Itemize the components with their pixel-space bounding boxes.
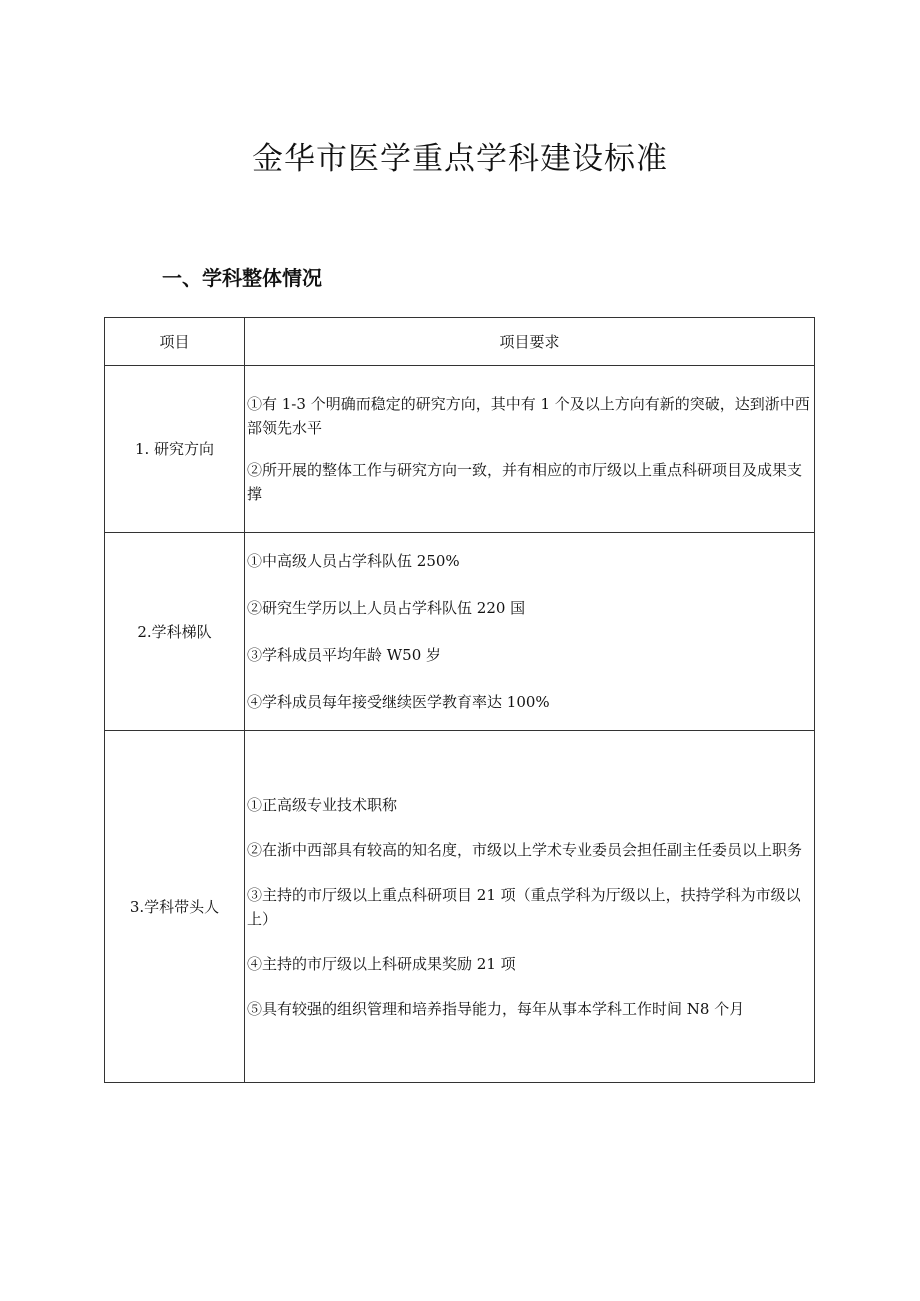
requirement-text: ①有 1-3 个明确而稳定的研究方向，其中有 1 个及以上方向有新的突破，达到浙中西部领先水平 (247, 395, 810, 437)
row-requirements (245, 366, 815, 533)
row-requirements (245, 533, 815, 731)
page-title: 金华市医学重点学科建设标准 (252, 141, 668, 177)
standards-table (104, 317, 815, 1083)
row-requirements (245, 731, 815, 1083)
requirement-text: ④学科成员每年接受继续医学教育率达 100% (247, 693, 550, 711)
requirement-text: ②研究生学历以上人员占学科队伍 220 国 (247, 599, 526, 617)
requirement-text: ⑤具有较强的组织管理和培养指导能力，每年从事本学科工作时间 N8 个月 (247, 999, 745, 1018)
header-requirements: 项目要求 (245, 318, 815, 366)
requirement-text: ①中高级人员占学科队伍 250% (247, 552, 460, 570)
row-item: 2.学科梯队 (105, 533, 245, 731)
row-item: 1. 研究方向 (105, 366, 245, 533)
table-header-row (105, 318, 815, 366)
row-item: 3.学科带头人 (105, 731, 245, 1083)
requirement-text: ②在浙中西部具有较高的知名度，市级以上学术专业委员会担任副主任委员以上职务 (247, 840, 803, 859)
table-row (105, 533, 815, 731)
section-heading: 一、学科整体情况 (162, 266, 322, 290)
requirement-text: ③主持的市厅级以上重点科研项目 21 项（重点学科为厅级以上，扶持学科为市级以上） (247, 885, 801, 928)
requirement-text: ④主持的市厅级以上科研成果奖励 21 项 (247, 954, 516, 973)
requirement-text: ①正高级专业技术职称 (247, 795, 398, 814)
requirement-text: ③学科成员平均年龄 W50 岁 (247, 646, 442, 664)
table-row (105, 731, 815, 1083)
table-row (105, 366, 815, 533)
header-item: 项目 (105, 318, 245, 366)
requirement-text: ②所开展的整体工作与研究方向一致，并有相应的市厅级以上重点科研项目及成果支撑 (247, 461, 803, 503)
